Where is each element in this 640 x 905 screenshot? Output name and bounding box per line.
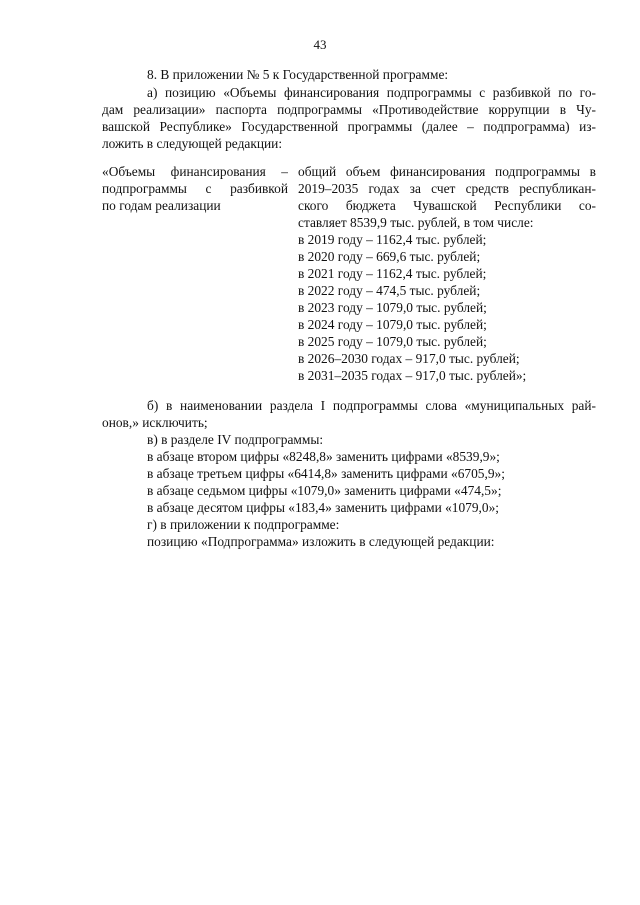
paragraph-line: онов,» исключить; xyxy=(102,415,208,430)
funding-year-line: в 2025 году – 1079,0 тыс. рублей; xyxy=(298,334,487,349)
funding-year-line: в 2020 году – 669,6 тыс. рублей; xyxy=(298,249,481,264)
paragraph-line: в абзаце седьмом цифры «1079,0» заменить цифрами «474,5»; xyxy=(147,483,502,498)
funding-year-line: в 2026–2030 годах – 917,0 тыс. рублей; xyxy=(298,351,520,366)
table-right-cell-line: ского бюджета Чувашской Республики со- xyxy=(298,198,596,213)
paragraph-line: в абзаце десятом цифры «183,4» заменить цифрами «1079,0»; xyxy=(147,500,500,515)
funding-year-line: в 2031–2035 годах – 917,0 тыс. рублей»; xyxy=(298,368,527,383)
table-left-cell-line: по годам реализации xyxy=(102,198,221,213)
table-left-cell-line: подпрограммы с разбивкой xyxy=(102,181,288,196)
funding-year-line: в 2024 году – 1079,0 тыс. рублей; xyxy=(298,317,487,332)
paragraph-line: вашской Республике» Государственной программы (далее – подпрограмма) из- xyxy=(102,119,596,134)
funding-year-line: в 2019 году – 1162,4 тыс. рублей; xyxy=(298,232,487,247)
paragraph-line: ложить в следующей редакции: xyxy=(102,136,283,151)
table-right-cell-line: 2019–2035 годах за счет средств республикан- xyxy=(298,181,596,196)
paragraph-line: а) позицию «Объемы финансирования подпрограммы с разбивкой по го- xyxy=(147,85,596,100)
paragraph-line: г) в приложении к подпрограмме: xyxy=(147,517,340,532)
section-heading: 8. В приложении № 5 к Государственной программе: xyxy=(147,67,449,82)
funding-year-line: в 2023 году – 1079,0 тыс. рублей; xyxy=(298,300,487,315)
paragraph-line: дам реализации» паспорта подпрограммы «Противодействие коррупции в Чу- xyxy=(102,102,596,117)
table-left-cell-line: «Объемы финансирования – xyxy=(102,164,288,179)
table-right-cell-line: общий объем финансирования подпрограммы в xyxy=(298,164,596,179)
funding-year-line: в 2022 году – 474,5 тыс. рублей; xyxy=(298,283,481,298)
paragraph-line: в) в разделе IV подпрограммы: xyxy=(147,432,324,447)
paragraph-line: в абзаце третьем цифры «6414,8» заменить цифрами «6705,9»; xyxy=(147,466,505,481)
funding-year-line: в 2021 году – 1162,4 тыс. рублей; xyxy=(298,266,487,281)
page-number: 43 xyxy=(313,37,327,52)
table-right-cell-line: ставляет 8539,9 тыс. рублей, в том числе: xyxy=(298,215,534,230)
paragraph-line: в абзаце втором цифры «8248,8» заменить цифрами «8539,9»; xyxy=(147,449,500,464)
paragraph-line: б) в наименовании раздела I подпрограммы слова «муниципальных рай- xyxy=(147,398,596,413)
paragraph-line: позицию «Подпрограмма» изложить в следующей редакции: xyxy=(147,534,495,549)
